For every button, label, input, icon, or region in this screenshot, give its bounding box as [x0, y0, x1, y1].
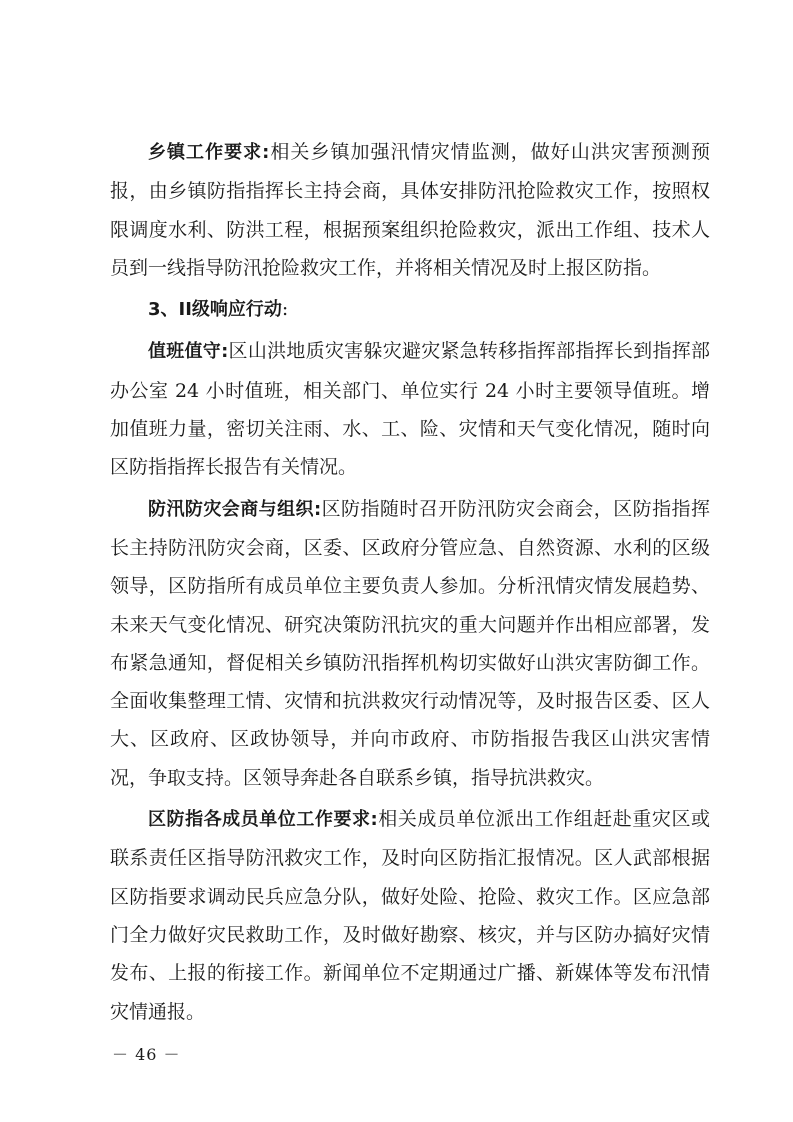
paragraph-township-requirements [110, 133, 710, 287]
paragraph-text: 相关乡镇加强汛情灾情监测，做好山洪灾害预测预报，由乡镇防指指挥长主持会商，具体安排防汛抢险救灾工作，按照权限调度水利、防洪工程，根据预案组织抢险救灾，派出工作组、技术人员到一线指导防汛抢险救灾工作，并将相关情况及时上报区防指。 [110, 141, 710, 279]
section-heading-suffix: : [281, 298, 289, 321]
paragraph-text: 区防指随时召开防汛防灾会商会，区防指指挥长主持防汛防灾会商，区委、区政府分管应急、自然资源、水利的区级领导，区防指所有成员单位主要负责人参加。分析汛情灾情发展趋势、未来天气变化情况、研究决策防汛抗灾的重大问题并作出相应部署，发布紧急通知，督促相关乡镇防汛指挥机构切实做好山洪灾害防御工作。全面收集整理工情、灾情和抗洪救灾行动情况等，及时报告区委、区人大、区政府、区政协领导，并向市政府、市防指报告我区山洪灾害情况，争取支持。区领导奔赴各自联系乡镇，指导抗洪救灾。 [110, 497, 710, 789]
paragraph-text: 相关成员单位派出工作组赶赴重灾区或联系责任区指导防汛救灾工作，及时向区防指汇报情况。区人武部根据区防指要求调动民兵应急分队，做好处险、抢险、救灾工作。区应急部门全力做好灾民救助工作，及时做好勘察、核灾，并与区防办搞好灾情发布、上报的衔接工作。新闻单位不定期通过广播、新媒体等发布汛情灾情通报。 [110, 808, 710, 1023]
paragraph-text: 区山洪地质灾害躲灾避灾紧急转移指挥部指挥长到指挥部办公室 24 小时值班，相关部门、单位实行 24 小时主要领导值班。增加值班力量，密切关注雨、水、工、险、灾情和天气变化情况，随时向区防指指挥长报告有关情况。 [110, 340, 710, 479]
paragraph-consultation-organization [110, 490, 710, 797]
paragraph-lead: 区防指各成员单位工作要求: [148, 809, 378, 831]
section-heading-level-2-response [110, 290, 710, 329]
paragraph-duty-watch [110, 332, 710, 486]
paragraph-lead: 防汛防灾会商与组织: [148, 498, 322, 520]
section-heading-text: 3、II级响应行动 [148, 299, 282, 321]
paragraph-member-unit-requirements [110, 800, 710, 1031]
paragraph-lead: 乡镇工作要求: [148, 142, 270, 163]
page-number: － 46 － [112, 1045, 181, 1064]
document-body [110, 133, 710, 1034]
paragraph-lead: 值班值守: [148, 341, 229, 363]
